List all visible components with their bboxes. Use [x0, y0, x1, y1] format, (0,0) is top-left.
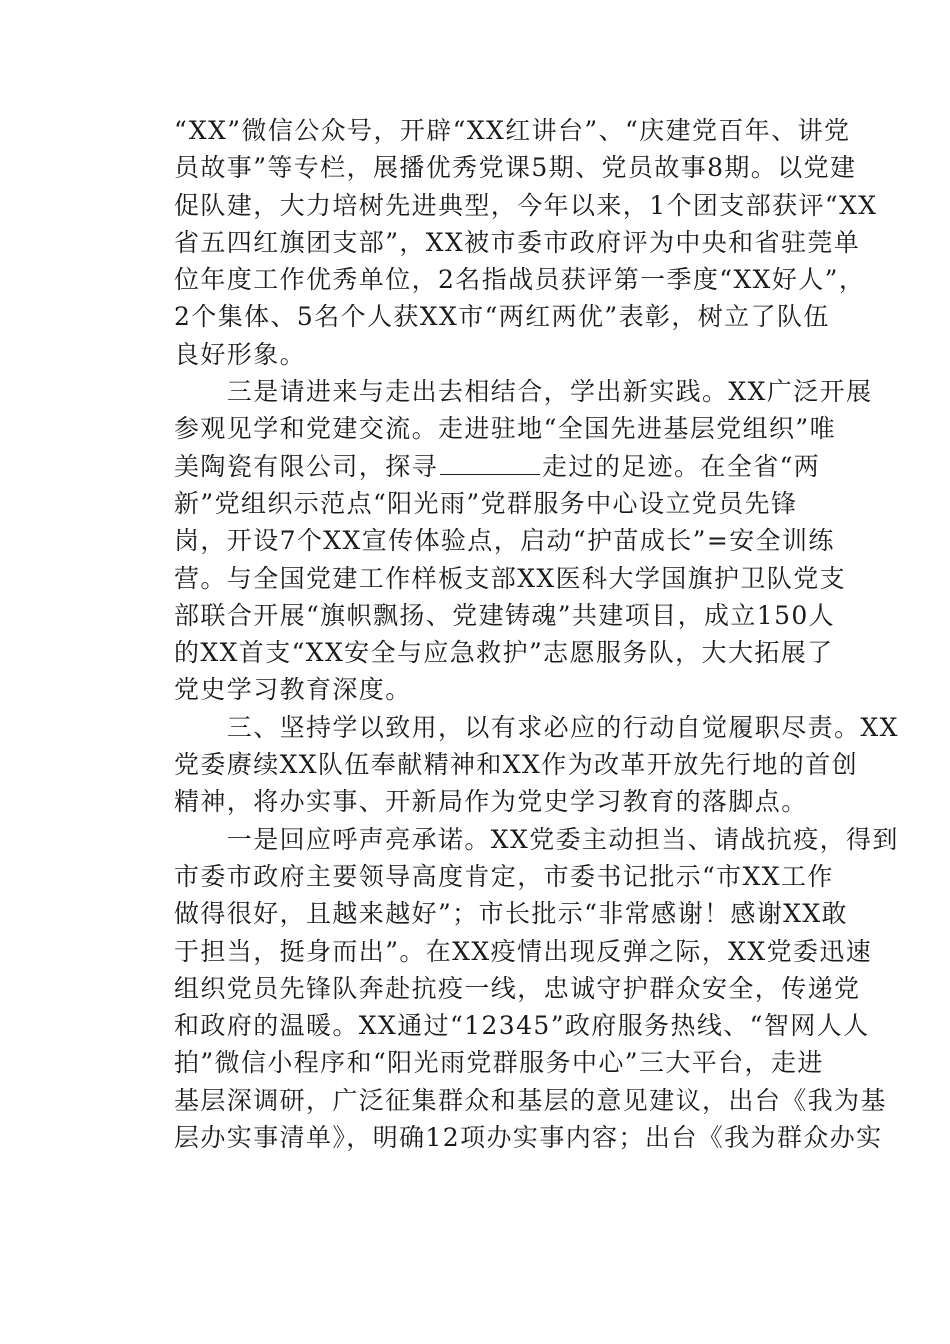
text-line: 良好形象。 [174, 339, 307, 369]
text-line: “XX”微信公众号，开辟“XX红讲台”、“庆建党百年、讲党 [174, 116, 851, 145]
text-line: 岗，开设7个XX宣传体验点，启动“护苗成长”=安全训练 [174, 526, 835, 556]
text-line: 新”党组织示范点“阳光雨”党群服务中心设立党员先锋 [174, 488, 798, 518]
text-line: 层办实事清单》，明确12项办实事内容；出台《我为群众办实 [174, 1123, 883, 1153]
text-line: 市委市政府主要领导高度肯定，市委书记批示“市XX工作 [174, 861, 834, 891]
body-text [174, 112, 899, 1156]
text-line: 参观见学和党建交流。走进驻地“全国先进基层党组织”唯 [174, 414, 836, 444]
text-line: 营。与全国党建工作样板支部XX医科大学国旗护卫队党支 [174, 563, 846, 593]
text-line: 三是请进来与走出去相结合，学出新实践。XX广泛开展 [174, 377, 873, 407]
text-line: 组织党员先锋队奔赴抗疫一线，忠诚守护群众安全，传递党 [174, 973, 861, 1003]
text-line: 拍”微信小程序和“阳光雨党群服务中心”三大平台，走进 [174, 1048, 824, 1078]
text-line: 一是回应呼声亮承诺。XX党委主动担当、请战抗疫，得到 [174, 824, 899, 854]
text-segment: 美陶瓷有限公司，探寻 [174, 451, 439, 481]
text-line: 部联合开展“旗帜飘扬、党建铸魂”共建项目，成立150人 [174, 600, 836, 630]
text-line: 员故事”等专栏，展播优秀党课5期、党员故事8期。以党建 [174, 153, 857, 183]
text-line-with-blank [174, 448, 821, 485]
text-line: 做得很好，且越来越好”；市长批示“非常感谢！感谢XX敢 [174, 899, 848, 929]
text-line: 和政府的温暖。XX通过“12345”政府服务热线、“智网人人 [174, 1011, 870, 1041]
text-line: 三、坚持学以致用，以有求必应的行动自觉履职尽责。XX [174, 712, 899, 742]
text-line: 精神，将办实事、开新局作为党史学习教育的落脚点。 [174, 787, 808, 817]
text-segment: 走过的足迹。在全省“两 [542, 451, 821, 481]
text-line: 党史学习教育深度。 [174, 675, 412, 705]
text-line: 党委赓续XX队伍奉献精神和XX作为改革开放先行地的首创 [174, 750, 858, 780]
text-line: 的XX首支“XX安全与应急救护”志愿服务队，大大拓展了 [174, 638, 834, 668]
text-line: 省五四红旗团支部”，XX被市委市政府评为中央和省驻莞单 [174, 227, 861, 257]
text-line: 于担当，挺身而出”。在XX疫情出现反弹之际，XX党委迅速 [174, 936, 873, 966]
text-line: 基层深调研，广泛征集群众和基层的意见建议，出台《我为基 [174, 1085, 887, 1115]
text-line: 位年度工作优秀单位，2名指战员获评第一季度“XX好人”， [174, 265, 866, 295]
text-line: 2个集体、5名个人获XX市“两红两优”表彰，树立了队伍 [174, 302, 830, 332]
text-line: 促队建，大力培树先进典型，今年以来，1个团支部获评“XX [174, 190, 878, 220]
blank-underline [440, 452, 540, 475]
